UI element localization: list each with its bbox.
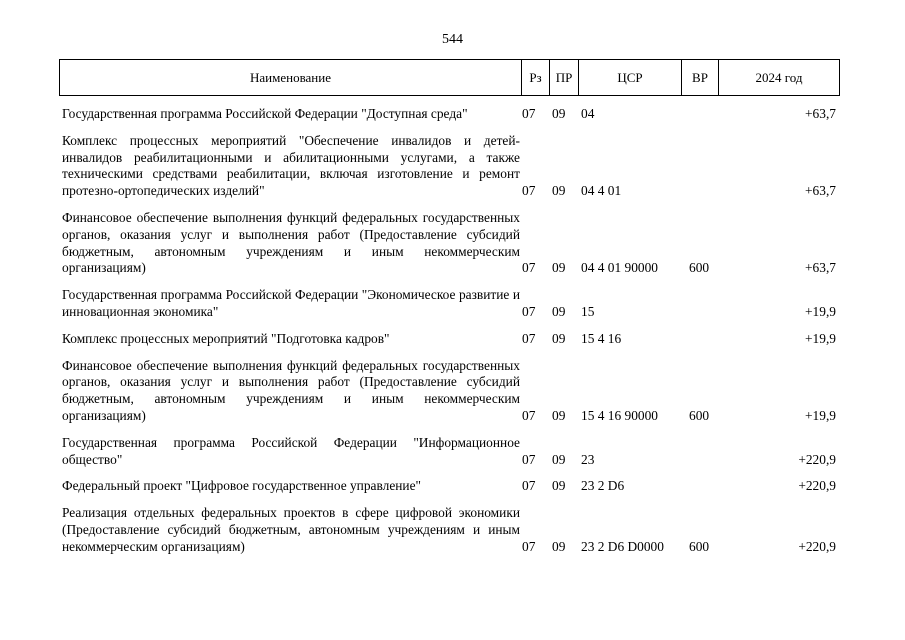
row-csr: 23	[581, 451, 595, 467]
row-name: Федеральный проект "Цифровое государственное управление"	[62, 478, 422, 494]
row-vr: 600	[689, 260, 710, 276]
row-csr: 04 4 01	[581, 183, 622, 199]
row-rz: 07	[522, 106, 536, 121]
row-value: +220,9	[798, 478, 836, 494]
row-name: Государственная программа Российской Федерации "Экономическое развитие и инновационная экономика"	[62, 287, 520, 319]
row-csr: 04 4 01 90000	[581, 260, 658, 276]
row-pr: 09	[552, 303, 566, 319]
table-row	[59, 106, 839, 123]
row-rz: 07	[522, 478, 536, 494]
table-row	[59, 133, 839, 200]
table-row	[59, 331, 839, 348]
row-rz: 07	[522, 303, 536, 319]
row-pr: 09	[552, 451, 566, 467]
row-name: Государственная программа Российской Федерации "Информационное общество"	[62, 434, 520, 467]
row-name: Реализация отдельных федеральных проектов в сфере цифровой экономики (Предоставление субсидий бюджетным, автономным учреждениям и иным некоммерческим организациям)	[62, 505, 520, 554]
header-csr: ЦСР	[579, 60, 682, 96]
row-name: Государственная программа Российской Федерации "Доступная среда"	[62, 106, 468, 121]
table-row	[59, 478, 839, 495]
row-name: Финансовое обеспечение выполнения функций федеральных государственных органов, оказания услуг и выполнения работ (Предоставление субсидий бюджетным, автономным учреждениям и иным некоммерческим организациям)	[62, 357, 520, 423]
row-name: Комплекс процессных мероприятий "Обеспечение инвалидов и детей-инвалидов реабилитационными и абилитационными услугами, а также техническими средствами реабилитации, включая изготовление и ремонт протезно-ортопедических изделий"	[62, 132, 520, 199]
row-value: +220,9	[798, 451, 836, 467]
row-rz: 07	[522, 260, 536, 276]
row-pr: 09	[552, 538, 566, 554]
row-value: +63,7	[805, 183, 836, 199]
row-rz: 07	[522, 407, 536, 423]
header-pr: ПР	[550, 60, 579, 96]
row-rz: 07	[522, 451, 536, 467]
table-row	[59, 435, 839, 469]
row-rz: 07	[522, 330, 536, 346]
row-name: Комплекс процессных мероприятий "Подготовка кадров"	[62, 330, 390, 346]
row-value: +19,9	[805, 330, 836, 346]
header-rz: Рз	[522, 60, 550, 96]
table-body	[59, 106, 839, 566]
table-row	[59, 505, 839, 555]
table-row	[59, 210, 839, 277]
table-header	[59, 59, 840, 96]
row-pr: 09	[552, 330, 566, 346]
table-row	[59, 358, 839, 425]
row-value: +220,9	[798, 538, 836, 554]
row-csr: 23 2 D6	[581, 478, 625, 494]
header-name: Наименование	[60, 60, 522, 96]
row-value: +19,9	[805, 303, 836, 319]
row-pr: 09	[552, 260, 566, 276]
row-csr: 04	[581, 106, 595, 121]
row-csr: 15	[581, 303, 595, 319]
page-number: 544	[442, 32, 463, 47]
row-vr: 600	[689, 407, 710, 423]
table-row	[59, 287, 839, 321]
header-vr: ВР	[682, 60, 719, 96]
row-value: +63,7	[805, 260, 836, 276]
row-pr: 09	[552, 407, 566, 423]
row-pr: 09	[552, 183, 566, 199]
header-year: 2024 год	[719, 60, 840, 96]
row-csr: 15 4 16 90000	[581, 407, 658, 423]
row-name: Финансовое обеспечение выполнения функций федеральных государственных органов, оказания услуг и выполнения работ (Предоставление субсидий бюджетным, автономным учреждениям и иным некоммерческим организациям)	[62, 209, 520, 276]
row-pr: 09	[552, 106, 566, 121]
row-vr: 600	[689, 538, 710, 554]
row-csr: 15 4 16	[581, 330, 622, 346]
row-csr: 23 2 D6 D0000	[581, 538, 664, 554]
row-value: +63,7	[805, 106, 836, 121]
row-value: +19,9	[805, 407, 836, 423]
row-rz: 07	[522, 538, 536, 554]
row-rz: 07	[522, 183, 536, 199]
row-pr: 09	[552, 478, 566, 494]
